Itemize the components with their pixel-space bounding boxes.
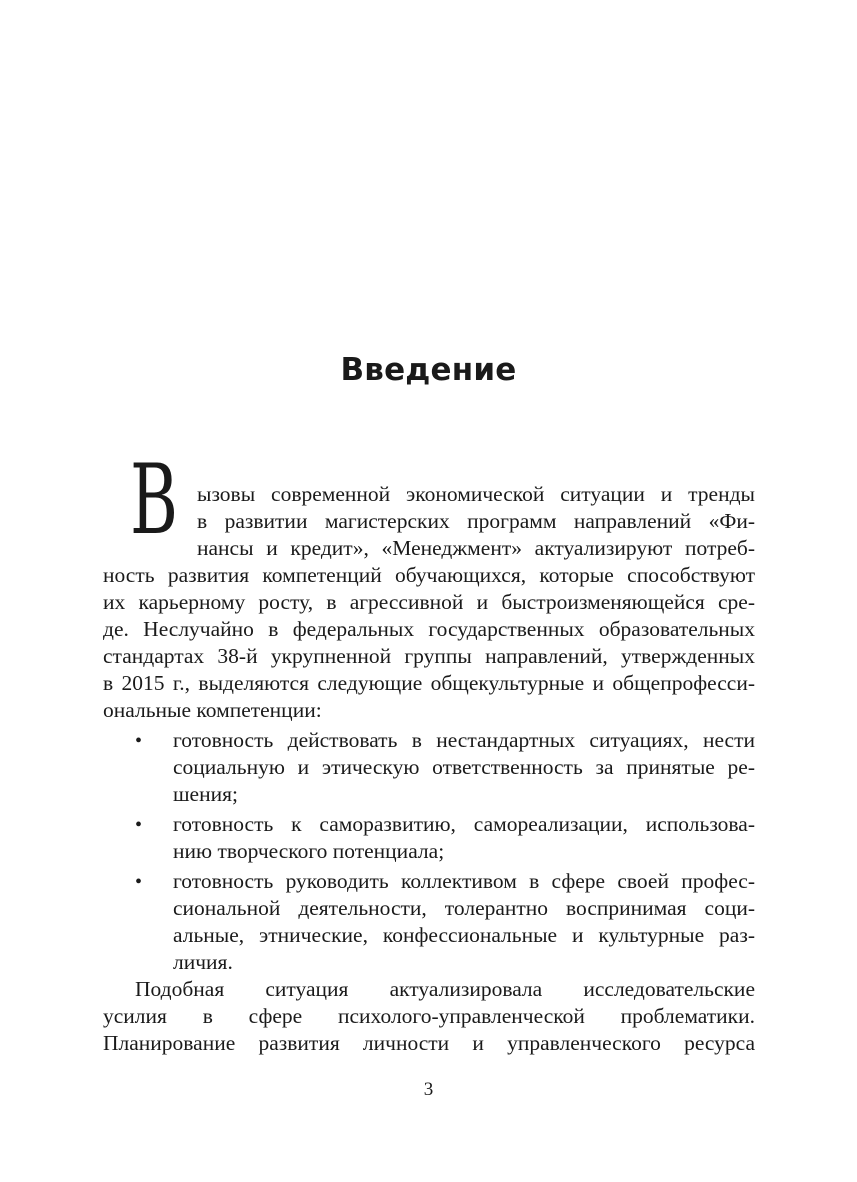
paragraph-line: Планирование развития личности и управленческого ресурса — [103, 1031, 755, 1055]
list-item-line: сиональной деятельности, толерантно воспринимая соци- — [173, 896, 755, 920]
list-item-line: готовность к саморазвитию, самореализации, использова- — [173, 812, 755, 836]
bullet-marker: • — [135, 814, 143, 836]
bullet-marker: • — [135, 730, 143, 752]
bullet-marker: • — [135, 871, 143, 893]
paragraph-line: ональные компетенции: — [103, 698, 322, 722]
paragraph-line: стандартах 38-й укрупненной группы направлений, утвержденных — [103, 644, 755, 668]
list-item-line: нию творческого потенциала; — [173, 839, 445, 863]
paragraph-line: нансы и кредит», «Менеджмент» актуализируют потреб- — [197, 536, 755, 560]
list-item-line: личия. — [173, 950, 233, 974]
list-item-line: социальную и этическую ответственность за принятые ре- — [173, 755, 755, 779]
list-item-line: шения; — [173, 782, 238, 806]
page-title: Введение — [340, 352, 517, 388]
page-number: 3 — [423, 1079, 434, 1100]
paragraph-line: их карьерному росту, в агрессивной и быстроизменяющейся сре- — [103, 590, 755, 614]
paragraph-line: в 2015 г., выделяются следующие общекультурные и общепрофесси- — [103, 671, 755, 695]
paragraph-line: усилия в сфере психолого-управленческой проблематики. — [103, 1004, 755, 1028]
list-item-line: готовность действовать в нестандартных ситуациях, нести — [173, 728, 755, 752]
paragraph-line: ызовы современной экономической ситуации и тренды — [197, 482, 755, 506]
paragraph-line: Подобная ситуация актуализировала исследовательские — [135, 977, 755, 1001]
list-item-line: готовность руководить коллективом в сфере своей профес- — [173, 869, 755, 893]
paragraph-line: в развитии магистерских программ направлений «Фи- — [197, 509, 755, 533]
paragraph-line: ность развития компетенций обучающихся, которые способствуют — [103, 563, 755, 587]
drop-cap: В — [130, 444, 178, 556]
paragraph-line: де. Неслучайно в федеральных государственных образовательных — [103, 617, 755, 641]
list-item-line: альные, этнические, конфессиональные и культурные раз- — [173, 923, 755, 947]
